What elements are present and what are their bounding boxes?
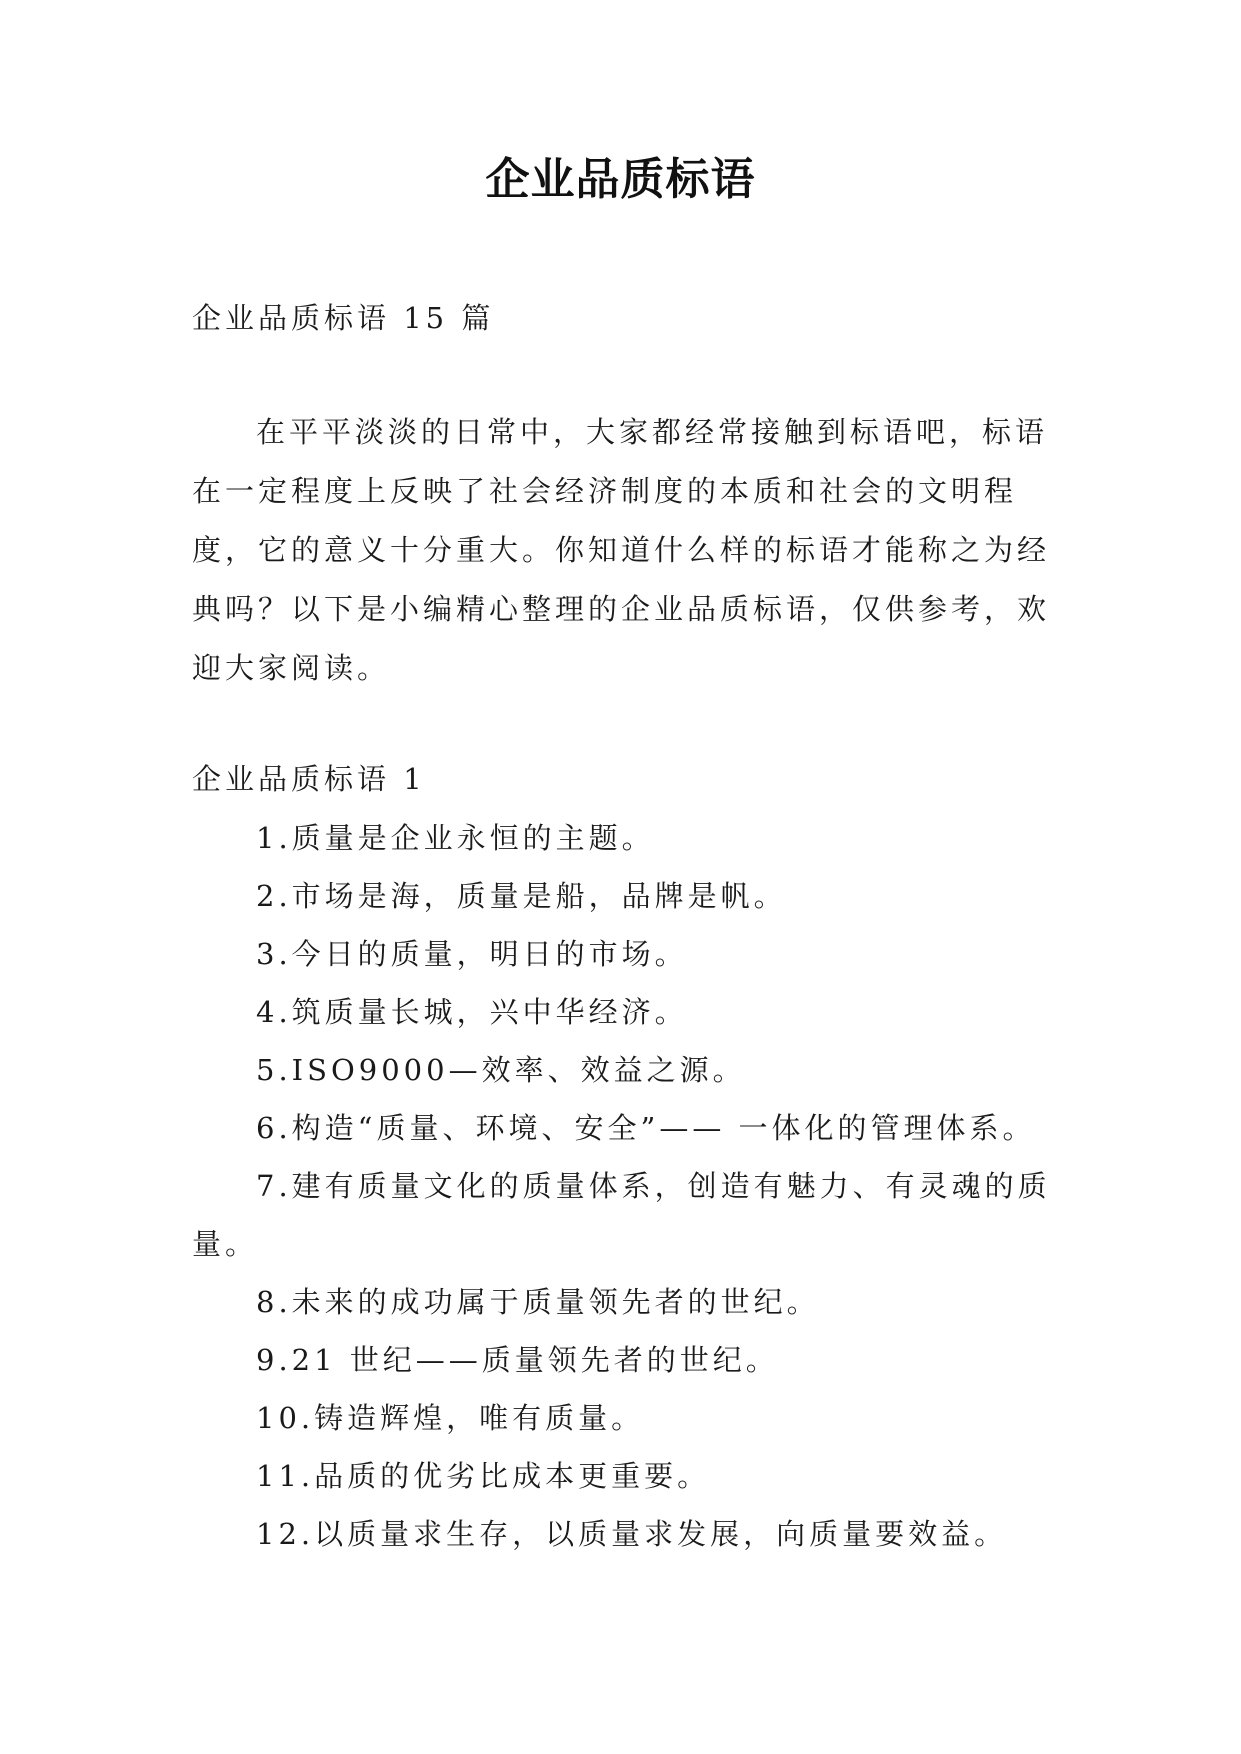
slogan-item: 9.21 世纪——质量领先者的世纪。 [256, 1343, 779, 1377]
slogan-item: 3.今日的质量，明日的市场。 [256, 937, 688, 971]
intro-line: 在一定程度上反映了社会经济制度的本质和社会的文明程 [192, 474, 1018, 508]
intro-line: 在平平淡淡的日常中，大家都经常接触到标语吧，标语 [256, 415, 1049, 449]
intro-line: 度，它的意义十分重大。你知道什么样的标语才能称之为经 [192, 533, 1051, 567]
document-title: 企业品质标语 [485, 154, 756, 205]
intro-paragraph [192, 412, 1052, 707]
section-heading: 企业品质标语 1 [192, 762, 426, 796]
slogan-item-continuation: 量。 [192, 1227, 259, 1261]
slogan-item: 2.市场是海，质量是船，品牌是帆。 [256, 879, 787, 913]
slogan-item: 11.品质的优劣比成本更重要。 [256, 1459, 711, 1493]
slogan-item: 1.质量是企业永恒的主题。 [256, 821, 655, 855]
slogan-item: 4.筑质量长城，兴中华经济。 [256, 995, 688, 1029]
intro-line: 典吗？以下是小编精心整理的企业品质标语，仅供参考，欢 [192, 592, 1051, 626]
intro-line: 迎大家阅读。 [192, 651, 391, 685]
slogan-item: 6.构造“质量、环境、安全”—— 一体化的管理体系。 [256, 1111, 1036, 1145]
document-subtitle: 企业品质标语 15 篇 [192, 301, 495, 335]
slogan-item: 7.建有质量文化的质量体系，创造有魅力、有灵魂的质 [256, 1169, 1051, 1203]
slogan-item: 12.以质量求生存，以质量求发展，向质量要效益。 [256, 1517, 1008, 1551]
slogan-item: 8.未来的成功属于质量领先者的世纪。 [256, 1285, 820, 1319]
slogan-item: 5.ISO9000—效率、效益之源。 [256, 1053, 746, 1087]
slogan-item: 10.铸造辉煌，唯有质量。 [256, 1401, 645, 1435]
slogan-list [192, 818, 1092, 1572]
